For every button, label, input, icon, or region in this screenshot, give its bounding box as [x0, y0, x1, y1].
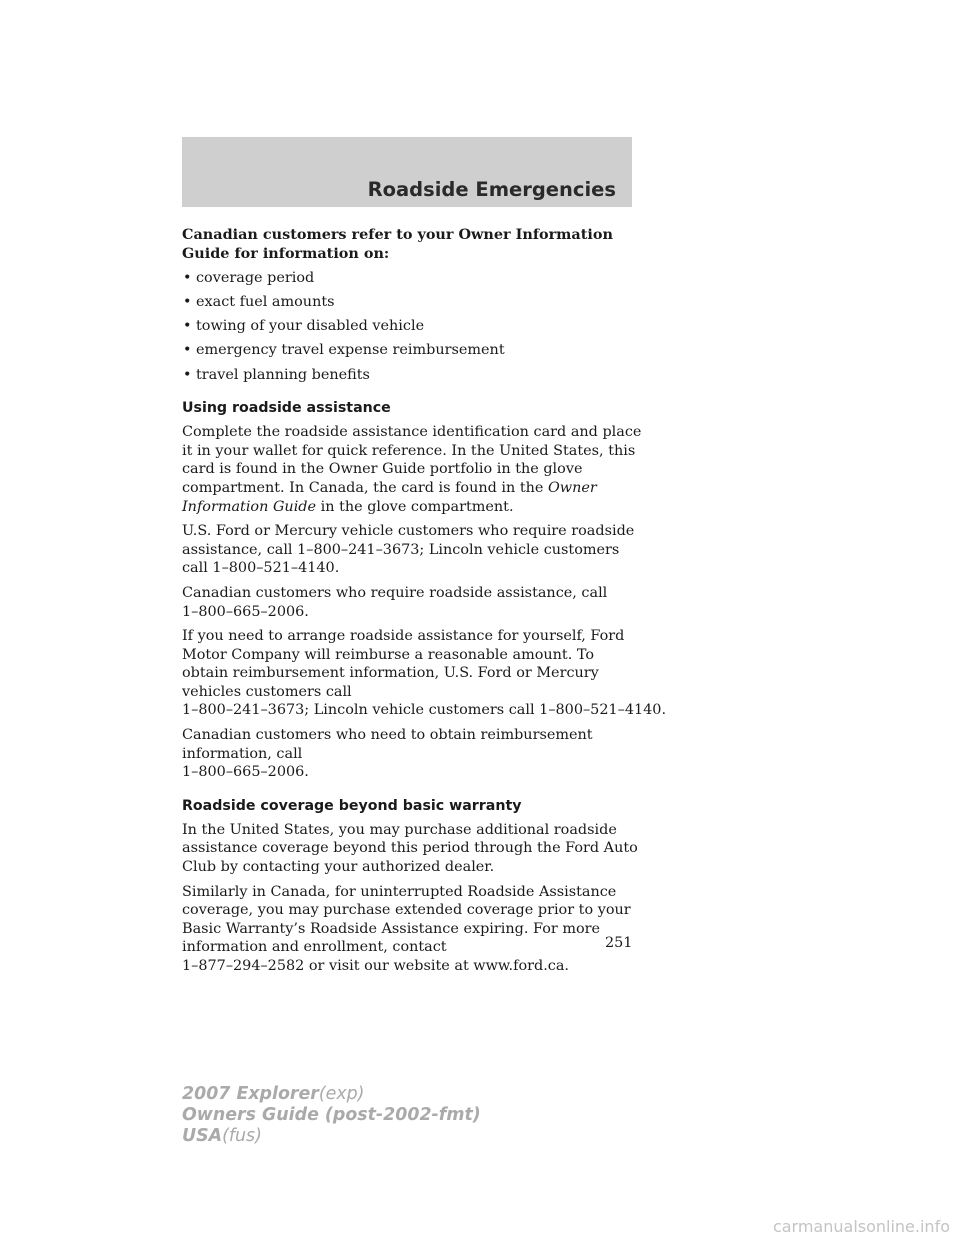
bullet-icon: •: [183, 366, 192, 383]
document-footer: [182, 1084, 481, 1147]
list-item: • exact fuel amounts: [183, 294, 335, 311]
paragraph-us-phone: U.S. Ford or Mercury vehicle customers who require roadside assistance, call 1–800–241–3673; Lincoln vehicle customers call 1–800–521–4140.: [182, 523, 635, 577]
bullet-icon: •: [183, 294, 192, 311]
list-item: • travel planning benefits: [183, 366, 370, 383]
list-item: • coverage period: [183, 270, 315, 287]
site-watermark: carmanualsonline.info: [772, 1217, 950, 1236]
bullet-icon: •: [183, 318, 192, 335]
paragraph-card-info: Complete the roadside assistance identification card and place it in your wallet for quick reference. In the United States, this card is found in the Owner Guide portfolio in the glove compartment. In Canada, the card is found in the Owner Information Guide in the glove compartment.: [182, 424, 642, 515]
footer-line-region: USA(fus): [182, 1126, 262, 1146]
guide-title-italic: Owner Information Guide: [182, 479, 597, 515]
paragraph-canada-phone: Canadian customers who require roadside assistance, call 1–800–665–2006.: [182, 584, 608, 620]
paragraph-canada-coverage: Similarly in Canada, for uninterrupted Roadside Assistance coverage, you may purchase extended coverage prior to your Basic Warranty’s Roadside Assistance expiring. For more information and enrollment, contact 1–877–294–2582 or visit our website at www.ford.ca.: [182, 883, 631, 974]
bullet-icon: •: [183, 342, 192, 359]
list-item: • emergency travel expense reimbursement: [183, 342, 505, 359]
paragraph-canada-reimbursement: Canadian customers who need to obtain reimbursement information, call 1–800–665–2006.: [182, 727, 593, 781]
page-content: [182, 226, 667, 982]
list-item: • towing of your disabled vehicle: [183, 318, 425, 335]
section-heading-coverage-beyond: Roadside coverage beyond basic warranty: [182, 797, 522, 814]
footer-line-model: 2007 Explorer(exp): [182, 1084, 365, 1104]
page-number: 251: [605, 935, 633, 951]
paragraph-reimbursement: If you need to arrange roadside assistance for yourself, Ford Motor Company will reimburse a reasonable amount. To obtain reimbursement information, U.S. Ford or Mercury vehicles customers call 1–800–241–3673; Lincoln vehicle customers call 1–800–521–4140.: [182, 628, 667, 719]
footer-line-guide: Owners Guide (post-2002-fmt): [182, 1105, 481, 1125]
header-band: [182, 137, 632, 207]
section-heading-using-roadside: Using roadside assistance: [182, 400, 391, 417]
page-section-title: Roadside Emergencies: [367, 178, 616, 201]
intro-paragraph: Canadian customers refer to your Owner Information Guide for information on:: [182, 226, 613, 262]
bullet-icon: •: [183, 270, 192, 287]
coverage-list: [182, 269, 642, 384]
paragraph-us-coverage: In the United States, you may purchase additional roadside assistance coverage beyond this period through the Ford Auto Club by contacting your authorized dealer.: [182, 821, 638, 876]
